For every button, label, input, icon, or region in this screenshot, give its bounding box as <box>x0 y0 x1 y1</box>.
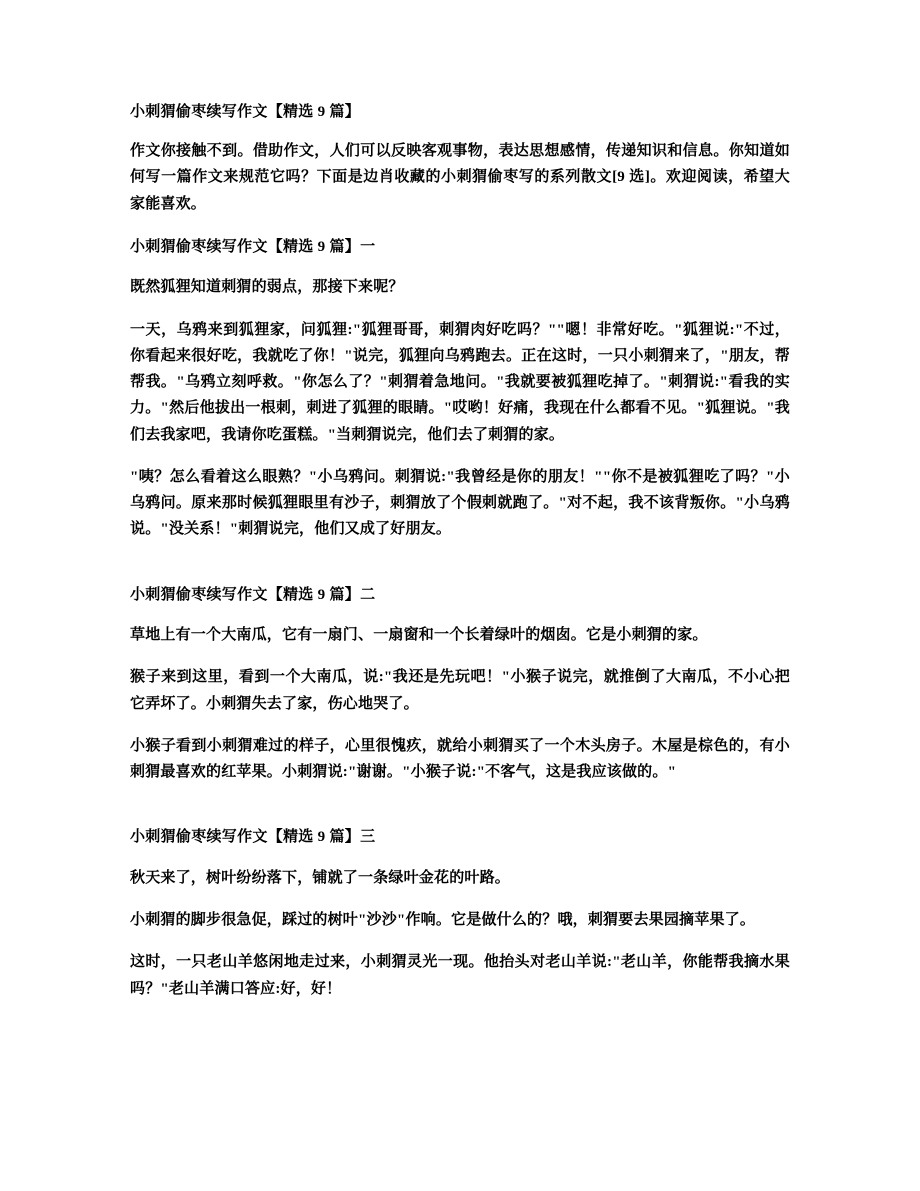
section-3-paragraph-1: 秋天来了，树叶纷纷落下，铺就了一条绿叶金花的叶路。 <box>130 869 511 886</box>
section-heading-3: 小刺猬偷枣续写作文【精选 9 篇】三 <box>130 829 376 846</box>
section-3-paragraph-3: 这时，一只老山羊悠闲地走过来，小刺猬灵光一现。他抬头对老山羊说:"老山羊，你能帮我摘水果吗？"老山羊满口答应:好，好！ <box>130 954 790 997</box>
section-2-paragraph-3: 小猴子看到小刺猬难过的样子，心里很愧疚，就给小刺猬买了一个木头房子。木屋是棕色的，有小刺猬最喜欢的红苹果。小刺猬说:"谢谢。"小猴子说:"不客气，这是我应该做的。" <box>130 737 790 780</box>
section-1-paragraph-1: 既然狐狸知道刺猬的弱点，那接下来呢？ <box>130 279 404 296</box>
section-2-paragraph-1: 草地上有一个大南瓜，它有一扇门、一扇窗和一个长着绿叶的烟囱。它是小刺猬的家。 <box>130 627 708 643</box>
section-1-paragraph-3: "咦？怎么看着这么眼熟？"小乌鸦问。刺猬说:"我曾经是你的朋友！""你不是被狐狸吃了吗？"小乌鸦问。原来那时候狐狸眼里有沙子，刺猬放了个假刺就跑了。"对不起，我不该背叛你。"小乌鸦说。"没关系！"刺猬说完，他们又成了好朋友。 <box>130 468 790 538</box>
section-heading-2: 小刺猬偷枣续写作文【精选 9 篇】二 <box>130 586 376 603</box>
section-heading-1: 小刺猬偷枣续写作文【精选 9 篇】一 <box>130 238 376 255</box>
page-title: 小刺猬偷枣续写作文【精选 9 篇】 <box>130 104 361 120</box>
section-3-paragraph-2: 小刺猬的脚步很急促，踩过的树叶"沙沙"作响。它是做什么的？哦，刺猬要去果园摘苹果了。 <box>130 912 756 928</box>
section-1-paragraph-2: 一天，乌鸦来到狐狸家，问狐狸:"狐狸哥哥，刺猬肉好吃吗？""嗯！非常好吃。"狐狸说:"不过，你看起来很好吃，我就吃了你！"说完，狐狸向乌鸦跑去。正在这时，一只小刺猬来了，"朋友，帮帮我。"乌鸦立刻呼救。"你怎么了？"刺猬着急地问。"我就要被狐狸吃掉了。"刺猬说:"看我的实力。"然后他拔出一根刺，刺进了狐狸的眼睛。"哎哟！好痛，我现在什么都看不见。"狐狸说。"我们去我家吧，我请你吃蛋糕。"当刺猬说完，他们去了刺猬的家。 <box>130 321 790 443</box>
intro-paragraph: 作文你接触不到。借助作文，人们可以反映客观事物，表达思想感情，传递知识和信息。你知道如何写一篇作文来规范它吗？下面是边肖收藏的小刺猬偷枣写的系列散文[9 选]。欢迎阅读，希望大家能喜欢。 <box>130 143 790 212</box>
section-2-paragraph-2: 猴子来到这里，看到一个大南瓜，说:"我还是先玩吧！"小猴子说完，就推倒了大南瓜，不小心把它弄坏了。小刺猬失去了家，伤心地哭了。 <box>130 669 790 712</box>
